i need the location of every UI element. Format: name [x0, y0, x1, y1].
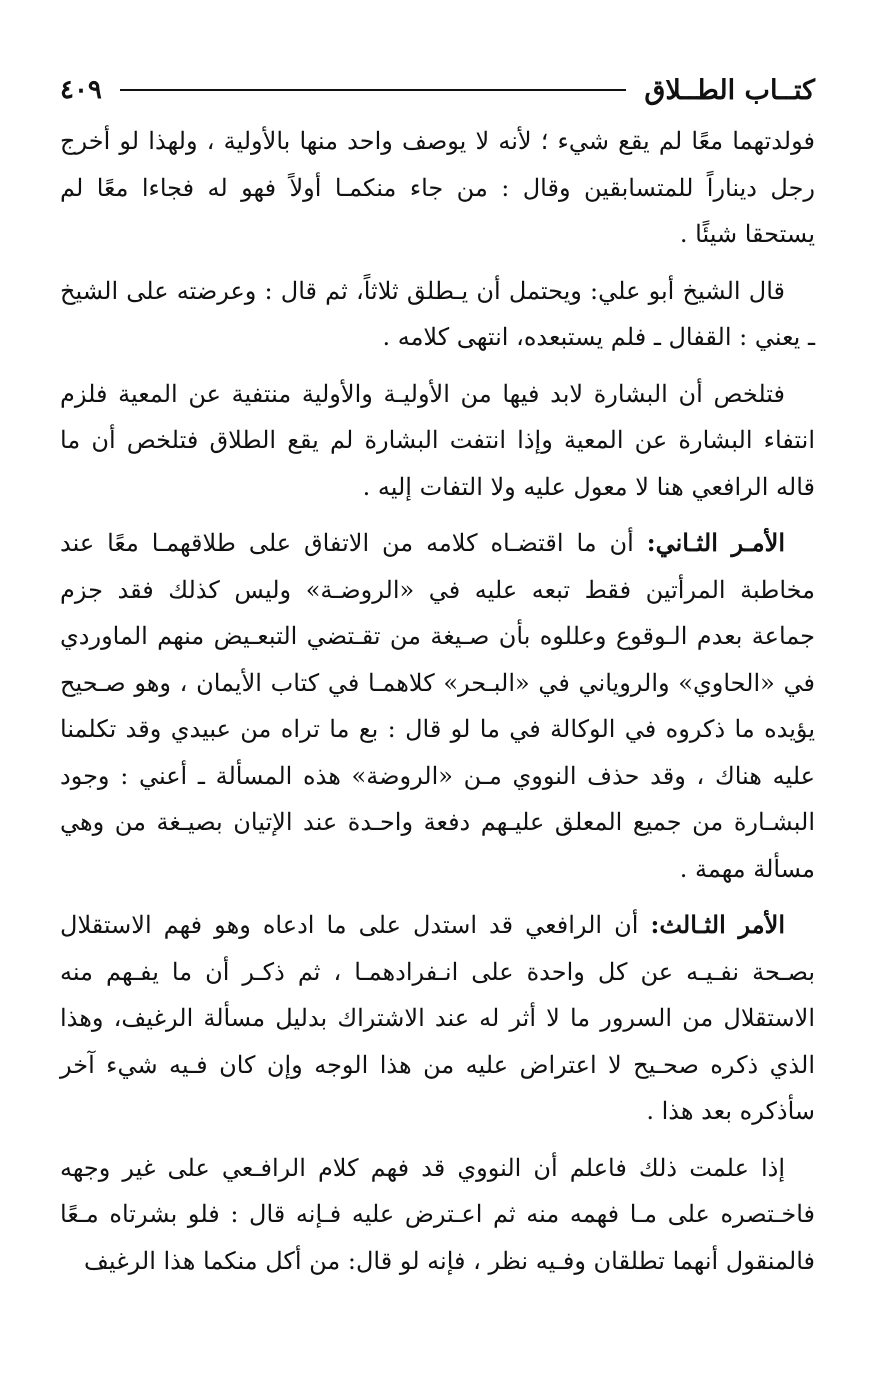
paragraph-text: قال الشيخ أبو علي: ويحتمل أن يـطلق ثلاثاً، ثم قال : وعرضته على الشيخ ـ يعني : القفال ـ فلم يستبعده، انتهى كلامه .	[60, 276, 815, 351]
paragraph-text: فتلخص أن البشارة لابد فيها من الأوليـة والأولية منتفية عن المعية فلزم انتفاء البشارة عن المعية وإذا انتفت البشارة لم يقع الطلاق فتلخص أن ما قاله الرافعي هنا لا معول عليه ولا التفات إليه .	[60, 379, 815, 501]
chapter-title: كتــاب الطــلاق	[644, 74, 815, 106]
paragraph-text: أن ما اقتضـاه كلامه من الاتفاق على طلاقهمـا معًا عند مخاطبة المرأتين فقط تبعه عليه في «الروضـة» وليس كذلك فقد جزم جماعة بعدم الـوقوع وعللوه بأن صـيغة من تقـتضي التبعـيض منهم الماوردي في «الحاوي» والروياني في «البـحر» كلاهمـا في كتاب الأيمان ، وهو صـحيح يؤيده ما ذكروه في الوكالة في ما لو قال : بع ما تراه من عبيدي وقد تكلمنا عليه هناك ، وقد حذف النووي مـن «الروضة» هذه المسألة ـ أعني : وجود البشـارة من جميع المعلق عليـهم دفعة واحـدة عند الإتيان بصيـغة من وهي مسألة مهمة .	[60, 529, 815, 883]
paragraph-text: أن الرافعي قد استدل على ما ادعاه وهو فهم الاستقلال بصـحة نفـيـه عن كل واحدة على انـفرادهمـا ، ثم ذكـر أن ما يفـهم منه الاستقلال من السرور ما لا أثر له عند الاشتراك بدليل مسألة الرغيف، وهذا الذي ذكره صحـيح لا اعتراض عليه من هذا الوجه وإن كان فـيه شيء آخر سأذكره بعد هذا .	[60, 911, 815, 1125]
paragraph	[60, 520, 815, 892]
body-text	[60, 118, 815, 1284]
section-heading: الأمـر الثـاني:	[646, 528, 785, 557]
paragraph-text: فولدتهما معًا لم يقع شيء ؛ لأنه لا يوصف واحد منها بالأولية ، ولهذا لو أخرج رجل ديناراً للمتسابقين وقال : من جاء منكمـا أولاً فهو له فجاءا معًا لم يستحقا شيئًا .	[60, 127, 816, 248]
paragraph	[60, 371, 815, 511]
paragraph	[60, 1145, 815, 1285]
paragraph	[60, 118, 815, 258]
page-number: ٤٠٩	[60, 75, 102, 105]
section-heading: الأمر الثـالث:	[650, 910, 785, 939]
paragraph	[60, 902, 815, 1135]
running-header	[60, 68, 815, 112]
paragraph-text: إذا علمت ذلك فاعلم أن النووي قد فهم كلام الرافـعي على غير وجهه فاخـتصره على مـا فهمه منه ثم اعـترض عليه فـإنه قال : فلو بشرتاه مـعًا فالمنقول أنهما تطلقان وفـيه نظر ، فإنه لو قال: من أكل منكما هذا الرغيف	[60, 1153, 815, 1275]
header-rule	[120, 89, 626, 91]
paragraph	[60, 268, 815, 361]
